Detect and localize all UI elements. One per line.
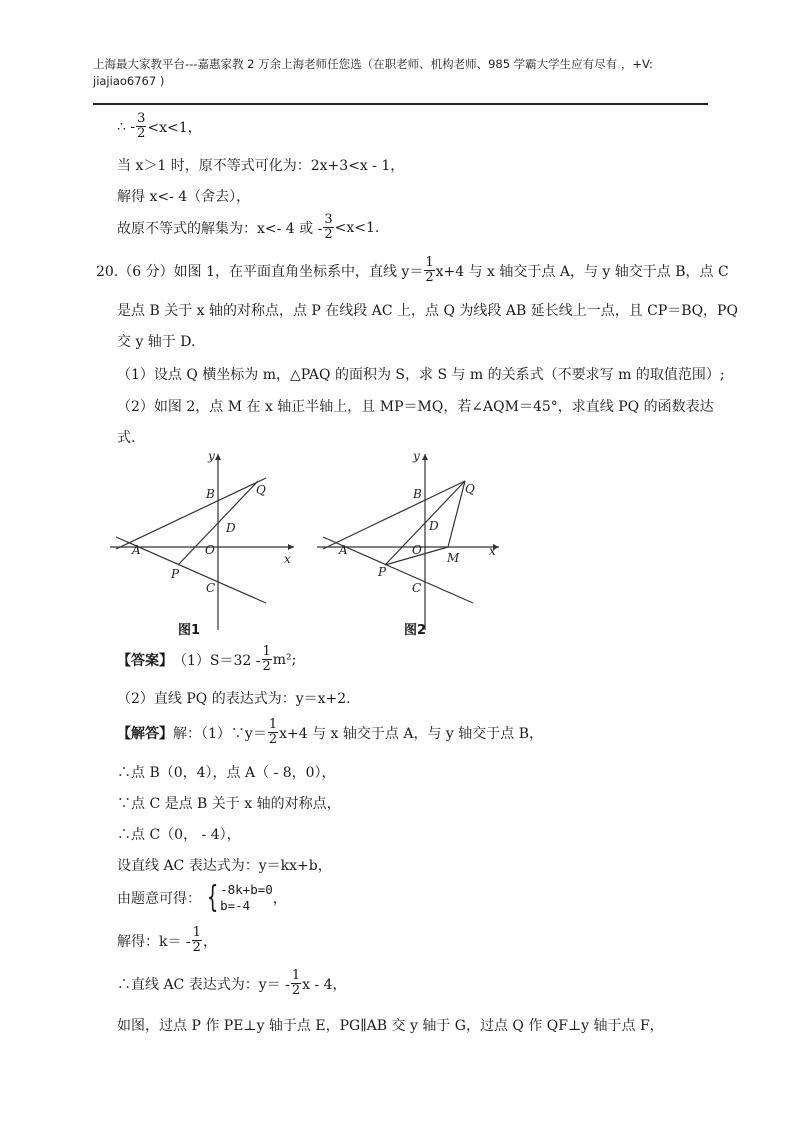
- label-a: A: [132, 543, 141, 557]
- analysis-line-9: 如图，过点 P 作 PE⊥y 轴于点 E，PG∥AB 交 y 轴于 G，过点 Q 作 QF⊥y 轴于点 F，: [117, 1018, 664, 1034]
- fraction: [424, 256, 434, 285]
- line-ab: [323, 481, 465, 549]
- text: ，: [272, 891, 287, 907]
- label-q: Q: [465, 482, 475, 496]
- problem-part-1: （1）设点 Q 横坐标为 m，△PAQ 的面积为 S，求 S 与 m 的关系式（不要求写 m 的取值范围）;: [117, 367, 725, 383]
- header-line-2: jiajiao6767 ): [93, 74, 165, 88]
- header-line-1: 上海最大家教平台---嘉惠家教 2 万余上海老师任您选（在职老师、机构老师、985 学霸大学生应有尽有 ，+V:: [93, 57, 653, 71]
- fraction: [192, 926, 202, 955]
- fraction: [323, 213, 333, 242]
- equation-row-1: -8k+b=0: [220, 882, 273, 897]
- solution-line-4: [117, 213, 379, 242]
- figure-2-diagram: [315, 446, 505, 636]
- text: （1）S＝32 -: [173, 652, 261, 669]
- text: 故原不等式的解集为：x<- 4 或 -: [117, 220, 323, 237]
- numerator: 3: [137, 111, 146, 126]
- fraction: [268, 718, 278, 747]
- analysis-line-8: [117, 969, 347, 998]
- fraction: [291, 969, 301, 998]
- analysis-line-1: [117, 718, 543, 747]
- denominator: 2: [425, 270, 434, 285]
- analysis-line-6: [117, 882, 287, 914]
- label-p: P: [171, 567, 180, 581]
- text: 20.（6 分）如图 1，在平面直角坐标系中，直线 y＝: [96, 263, 424, 280]
- numerator: 1: [268, 717, 278, 732]
- line-qm: [448, 481, 465, 547]
- problem-line-2: 是点 B 关于 x 轴的对称点，点 P 在线段 AC 上，点 Q 为线段 AB 延长线上一点，且 CP＝BQ，PQ: [117, 303, 738, 319]
- y-arrow: [422, 454, 428, 460]
- label-x: x: [489, 544, 496, 558]
- solution-line-3: 解得 x<- 4（舍去），: [117, 189, 251, 205]
- header-divider: [93, 103, 708, 105]
- numerator: 1: [425, 255, 434, 270]
- problem-line-3: 交 y 轴于 D.: [117, 334, 196, 350]
- figure-2: [315, 446, 505, 640]
- figure-1: [108, 446, 298, 640]
- denominator: 2: [262, 659, 271, 674]
- problem-line-1: [96, 256, 729, 285]
- equation-system: [203, 882, 273, 914]
- analysis-line-2: ∴点 B（0，4），点 A（ - 8，0），: [117, 765, 336, 781]
- brace-glyph: {: [206, 880, 219, 915]
- analysis-line-4: ∴点 C（0， - 4），: [117, 827, 241, 843]
- numerator: 3: [324, 212, 333, 227]
- text: 解：（1）∵y＝: [173, 725, 267, 742]
- equation-row-2: b=-4: [220, 898, 251, 913]
- denominator: 2: [324, 227, 333, 242]
- figure-1-caption: 图1: [178, 623, 201, 638]
- answer-line-1: [117, 645, 296, 674]
- numerator: 1: [192, 925, 201, 940]
- label-y: y: [413, 449, 420, 463]
- analysis-line-5: 设直线 AC 表达式为：y＝kx+b，: [117, 858, 332, 874]
- label-a: A: [339, 543, 348, 557]
- numerator: 1: [291, 968, 301, 983]
- denominator: 2: [137, 126, 146, 141]
- system-rows: [220, 882, 273, 914]
- y-arrow: [215, 454, 221, 460]
- label-y: y: [208, 449, 215, 463]
- fraction: [262, 645, 272, 674]
- label-x: x: [284, 552, 291, 566]
- text: ，: [202, 933, 217, 950]
- problem-part-2: （2）如图 2，点 M 在 x 轴正半轴上，且 MP＝MQ，若∠AQM＝45°，求直线 PQ 的函数表达: [117, 399, 714, 415]
- text: <x<1，: [147, 119, 202, 136]
- label-d: D: [429, 519, 439, 533]
- text: m²;: [272, 651, 297, 668]
- x-arrow: [288, 544, 294, 550]
- text: x - 4，: [302, 976, 347, 993]
- label-p: P: [378, 565, 387, 579]
- text: x+4 与 x 轴交于点 A，与 y 轴交于点 B，点 C: [435, 263, 729, 280]
- text: x+4 与 x 轴交于点 A，与 y 轴交于点 B，: [279, 725, 543, 742]
- text: 由题意可得：: [117, 891, 201, 907]
- solution-line-2: 当 x＞1 时，原不等式可化为：2x+3<x - 1，: [117, 158, 405, 174]
- denominator: 2: [291, 983, 301, 998]
- label-m: M: [447, 551, 460, 565]
- label-b: B: [206, 487, 215, 501]
- fraction: [136, 112, 146, 141]
- denominator: 2: [192, 940, 201, 955]
- text: 解得：k＝ -: [117, 933, 191, 950]
- label-c: C: [206, 581, 216, 595]
- label-b: B: [413, 487, 422, 501]
- analysis-tag: 【解答】: [117, 725, 173, 742]
- answer-tag: 【答案】: [117, 652, 173, 669]
- denominator: 2: [268, 732, 278, 747]
- analysis-line-3: ∵点 C 是点 B 关于 x 轴的对称点，: [117, 796, 341, 812]
- analysis-line-7: [117, 926, 217, 955]
- label-c: C: [412, 581, 422, 595]
- text: <x<1.: [334, 219, 380, 236]
- figure-1-diagram: [108, 446, 298, 636]
- label-d: D: [226, 521, 236, 535]
- text: ∴ -: [117, 118, 136, 135]
- answer-line-2: （2）直线 PQ 的表达式为：y＝x+2.: [117, 691, 351, 707]
- label-o: O: [205, 543, 215, 557]
- label-q: Q: [256, 483, 266, 497]
- numerator: 1: [262, 644, 271, 659]
- label-o: O: [412, 543, 422, 557]
- page-header: [93, 56, 708, 90]
- problem-part-2-cont: 式.: [117, 430, 136, 446]
- line-ab: [116, 478, 266, 549]
- solution-line-1: [117, 112, 202, 141]
- text: ∴直线 AC 表达式为：y＝ -: [117, 976, 290, 993]
- figure-2-caption: 图2: [404, 623, 427, 638]
